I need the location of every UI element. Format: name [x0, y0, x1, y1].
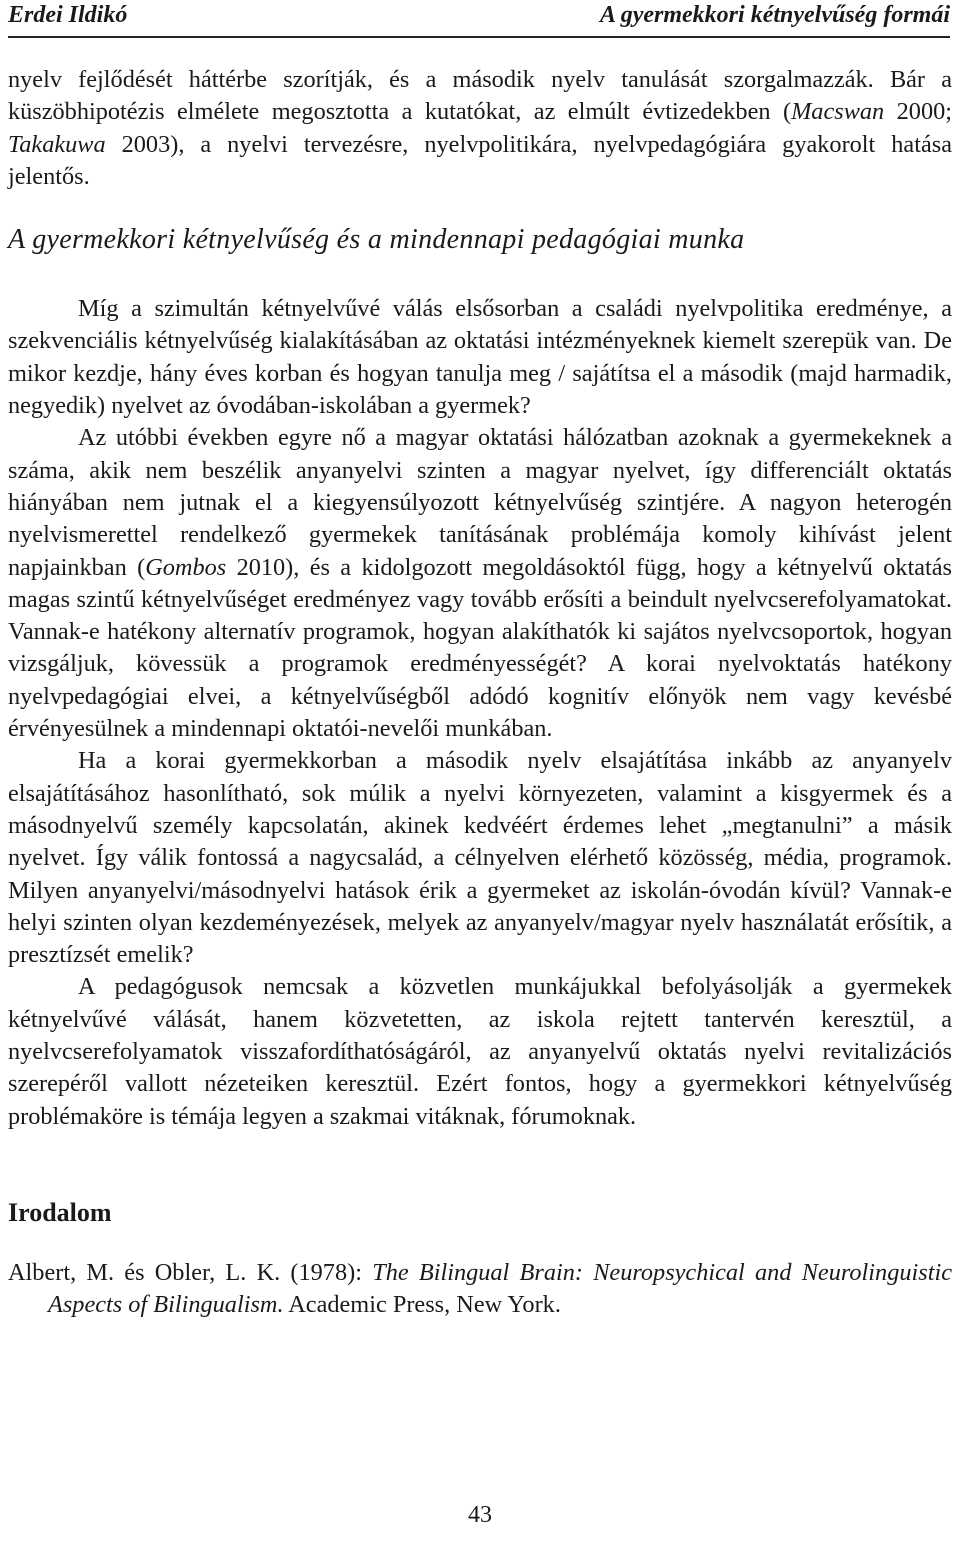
reference-title: The Bilingual Brain: Neuropsychical and Neurolinguistic Aspects of Bilingualism.	[48, 1258, 952, 1319]
section-title: A gyermekkori kétnyelvűség és a mindennapi pedagógiai munka	[8, 224, 745, 256]
paragraph-2-text-1: Az utóbbi években egyre nő a magyar oktatási hálózatban azoknak a gyermekeknek a száma, akik nem beszélik anyanyelvi szinten a magyar nyelvet, így differenciált oktatás hiányában nem jutnak el a kiegyensúlyozott kétnyelvűség szintjére. A nagyon heterogén nyelvismerettel rendelkező gyermekek tanításának problémája komoly kihívást jelent napjainkban (	[8, 424, 952, 581]
reference-item	[8, 1257, 952, 1322]
header-author: Erdei Ildikó	[8, 2, 128, 28]
page-body	[8, 64, 952, 1322]
paragraph-4: A pedagógusok nemcsak a közvetlen munkájukkal befolyásolják a gyermekek kétnyelvűvé válását, hanem közvetetten, az iskola rejtett tantervén keresztül, a nyelvcserefolyamatok visszafordíthatóságáról, az anyanyelvű oktatás nyelvi revitalizációs szerepéről vallott nézeteiken keresztül. Ezért fontos, hogy a gyermekkori kétnyelvűség problémaköre is témája legyen a szakmai vitáknak, fórumoknak.	[8, 973, 952, 1130]
paragraph-2-text-2: 2010), és a kidolgozott megoldásoktól függ, hogy a kétnyelvű oktatás magas szintű kétnyelvűséget eredményez vagy tovább erősíti a beindult nyelvcserefolyamatokat. Vannak-e hatékony alternatív programok, hogyan alakíthatók ki sajátos nyelvcsoportok, hogyan vizsgáljuk, kövessük a programok eredményességét? A korai nyelvoktatás hatékony nyelvpedagógiai elvei, a kétnyelvűségből adódó kognitív előnyök nem vagy kevésbé érvényesülnek a mindennapi oktatói-nevelői munkában.	[8, 553, 952, 743]
intro-paragraph	[8, 64, 952, 193]
intro-text-2: 2000;	[884, 98, 953, 126]
citation-macswan: Macswan	[791, 98, 885, 126]
citation-takakuwa: Takakuwa	[8, 130, 106, 158]
reference-publisher: Academic Press, New York.	[283, 1291, 561, 1319]
paragraph-2	[8, 422, 952, 745]
paragraph-1: Míg a szimultán kétnyelvűvé válás elsősorban a családi nyelvpolitika eredménye, a szekvenciális kétnyelvűség kialakításában az oktatási intézményeknek kiemelt szerepük van. De mikor kezdje, hány éves korban és hogyan tanulja meg / sajátítsa el a második (majd harmadik, negyedik) nyelvet az óvodában-iskolában a gyermek?	[8, 295, 952, 420]
running-header	[8, 0, 950, 38]
paragraph-3: Ha a korai gyermekkorban a második nyelv elsajátítása inkább az anyanyelv elsajátításához hasonlítható, sok múlik a nyelvi környezeten, valamint a kisgyermek és a másodnyelvű személy kapcsolatán, akinek kedvéért érdemes lehet „megtanulni” a másik nyelvet. Így válik fontossá a nagycsalád, a célnyelven elérhető közösség, média, programok. Milyen anyanyelvi/másodnyelvi hatások érik a gyermeket az iskolán-óvodán kívül? Vannak-e helyi szinten olyan kezdeményezések, melyek az anyanyelv/magyar nyelv használatát erősítik, a presztízsét emelik?	[8, 747, 952, 969]
header-title: A gyermekkori kétnyelvűség formái	[600, 2, 950, 28]
intro-text-3: 2003), a nyelvi tervezésre, nyelvpolitikára, nyelvpedagógiára gyakorolt hatása jelentős.	[8, 130, 952, 190]
reference-authors: Albert, M. és Obler, L. K. (1978):	[8, 1258, 373, 1286]
citation-gombos: Gombos	[145, 553, 227, 581]
references-title: Irodalom	[8, 1197, 112, 1227]
page-number: 43	[468, 1502, 492, 1528]
intro-text-1: nyelv fejlődését háttérbe szorítják, és a második nyelv tanulását szorgalmazzák. Bár a küszöbhipotézis elmélete megosztotta a kutatókat, az elmúlt évtizedekben (	[8, 66, 952, 126]
